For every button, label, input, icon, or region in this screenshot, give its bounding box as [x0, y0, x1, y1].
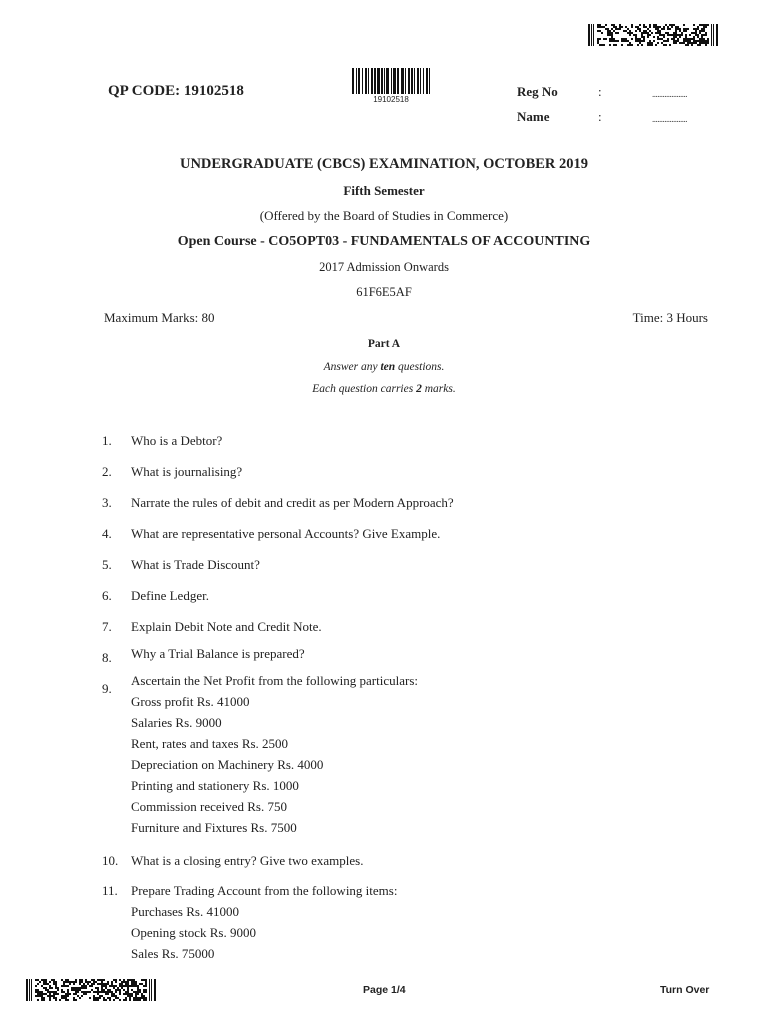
name-field[interactable]: ....................: [652, 114, 687, 124]
question-number: 10.: [102, 853, 119, 868]
semester: Fifth Semester: [343, 183, 425, 198]
question-text: [131, 492, 454, 513]
question-item: Salaries Rs. 9000: [131, 715, 222, 730]
turn-over: Turn Over: [660, 984, 710, 996]
question-number: 11.: [102, 883, 118, 898]
name-colon: :: [598, 109, 602, 124]
qp-code: QP CODE: 19102518: [108, 83, 244, 99]
question-line: What is a closing entry? Give two examples.: [131, 853, 364, 868]
question-item: Commission received Rs. 750: [131, 799, 287, 814]
part-title: Part A: [367, 338, 401, 350]
instruction-answer-suffix: questions.: [395, 361, 445, 373]
question-number: 2.: [102, 464, 112, 479]
reg-no-field[interactable]: ....................: [652, 89, 687, 99]
bottom-left-barcode: [26, 979, 156, 1001]
page-number: Page 1/4: [363, 984, 406, 996]
question-line: What is Trade Discount?: [131, 557, 260, 572]
question-number: 4.: [102, 526, 112, 541]
exam-title: UNDERGRADUATE (CBCS) EXAMINATION, OCTOBER 2019: [179, 156, 589, 172]
question-line: What is journalising?: [131, 464, 243, 479]
name-label: Name: [517, 109, 550, 124]
offered-by: (Offered by the Board of Studies in Commerce): [259, 208, 509, 223]
question-number: 9.: [102, 681, 112, 696]
instruction-marks-count: 2: [416, 383, 422, 395]
question-line: Prepare Trading Account from the following items:: [131, 883, 398, 898]
question-text: [131, 554, 260, 575]
question-line: Define Ledger.: [131, 588, 209, 603]
question-text: [131, 643, 305, 664]
question-line: Why a Trial Balance is prepared?: [131, 646, 305, 661]
question-line: Explain Debit Note and Credit Note.: [131, 619, 322, 634]
question-number: 6.: [102, 588, 112, 603]
question-line: Who is a Debtor?: [131, 433, 223, 448]
question-text: [131, 616, 322, 637]
instruction-answer-count: ten: [380, 361, 396, 373]
admission: 2017 Admission Onwards: [319, 260, 449, 274]
barcode-number: 19102518: [373, 95, 409, 104]
question-line: Narrate the rules of debit and credit as per Modern Approach?: [131, 495, 454, 510]
instruction-marks-prefix: Each question carries: [312, 383, 417, 395]
question-text: [131, 461, 242, 482]
question-number: 8.: [102, 650, 112, 665]
reg-no-label: Reg No: [517, 84, 558, 99]
question-number: 3.: [102, 495, 112, 510]
question-text: [131, 430, 222, 451]
paper-code: 61F6E5AF: [356, 285, 412, 299]
instruction-answer: [0, 361, 768, 373]
question-item: Opening stock Rs. 9000: [131, 925, 256, 940]
question-text: [131, 523, 440, 544]
instruction-marks-suffix: marks.: [421, 383, 456, 395]
question-text: [131, 880, 397, 964]
question-line: Ascertain the Net Profit from the following particulars:: [131, 673, 419, 688]
question-number: 5.: [102, 557, 112, 572]
question-item: Printing and stationery Rs. 1000: [131, 778, 299, 793]
question-item: Rent, rates and taxes Rs. 2500: [131, 736, 289, 751]
question-item: Depreciation on Machinery Rs. 4000: [131, 757, 324, 772]
question-number: 7.: [102, 619, 112, 634]
instruction-answer-prefix: Answer any: [323, 361, 381, 373]
question-item: Furniture and Fixtures Rs. 7500: [131, 820, 297, 835]
instruction-marks: [0, 383, 768, 395]
reg-no-colon: :: [598, 84, 602, 99]
question-text: [131, 585, 209, 606]
question-item: Purchases Rs. 41000: [131, 904, 239, 919]
max-marks: Maximum Marks: 80: [104, 310, 215, 325]
time-allowed: Time: 3 Hours: [632, 310, 708, 325]
question-text: [131, 850, 364, 871]
question-number: 1.: [102, 433, 112, 448]
question-text: [131, 670, 418, 838]
question-line: What are representative personal Accounts? Give Example.: [131, 526, 441, 541]
center-barcode: [352, 68, 430, 94]
course-title: Open Course - CO5OPT03 - FUNDAMENTALS OF ACCOUNTING: [177, 234, 591, 249]
question-item: Gross profit Rs. 41000: [131, 694, 250, 709]
top-right-barcode: [588, 24, 718, 46]
question-item: Sales Rs. 75000: [131, 946, 215, 961]
